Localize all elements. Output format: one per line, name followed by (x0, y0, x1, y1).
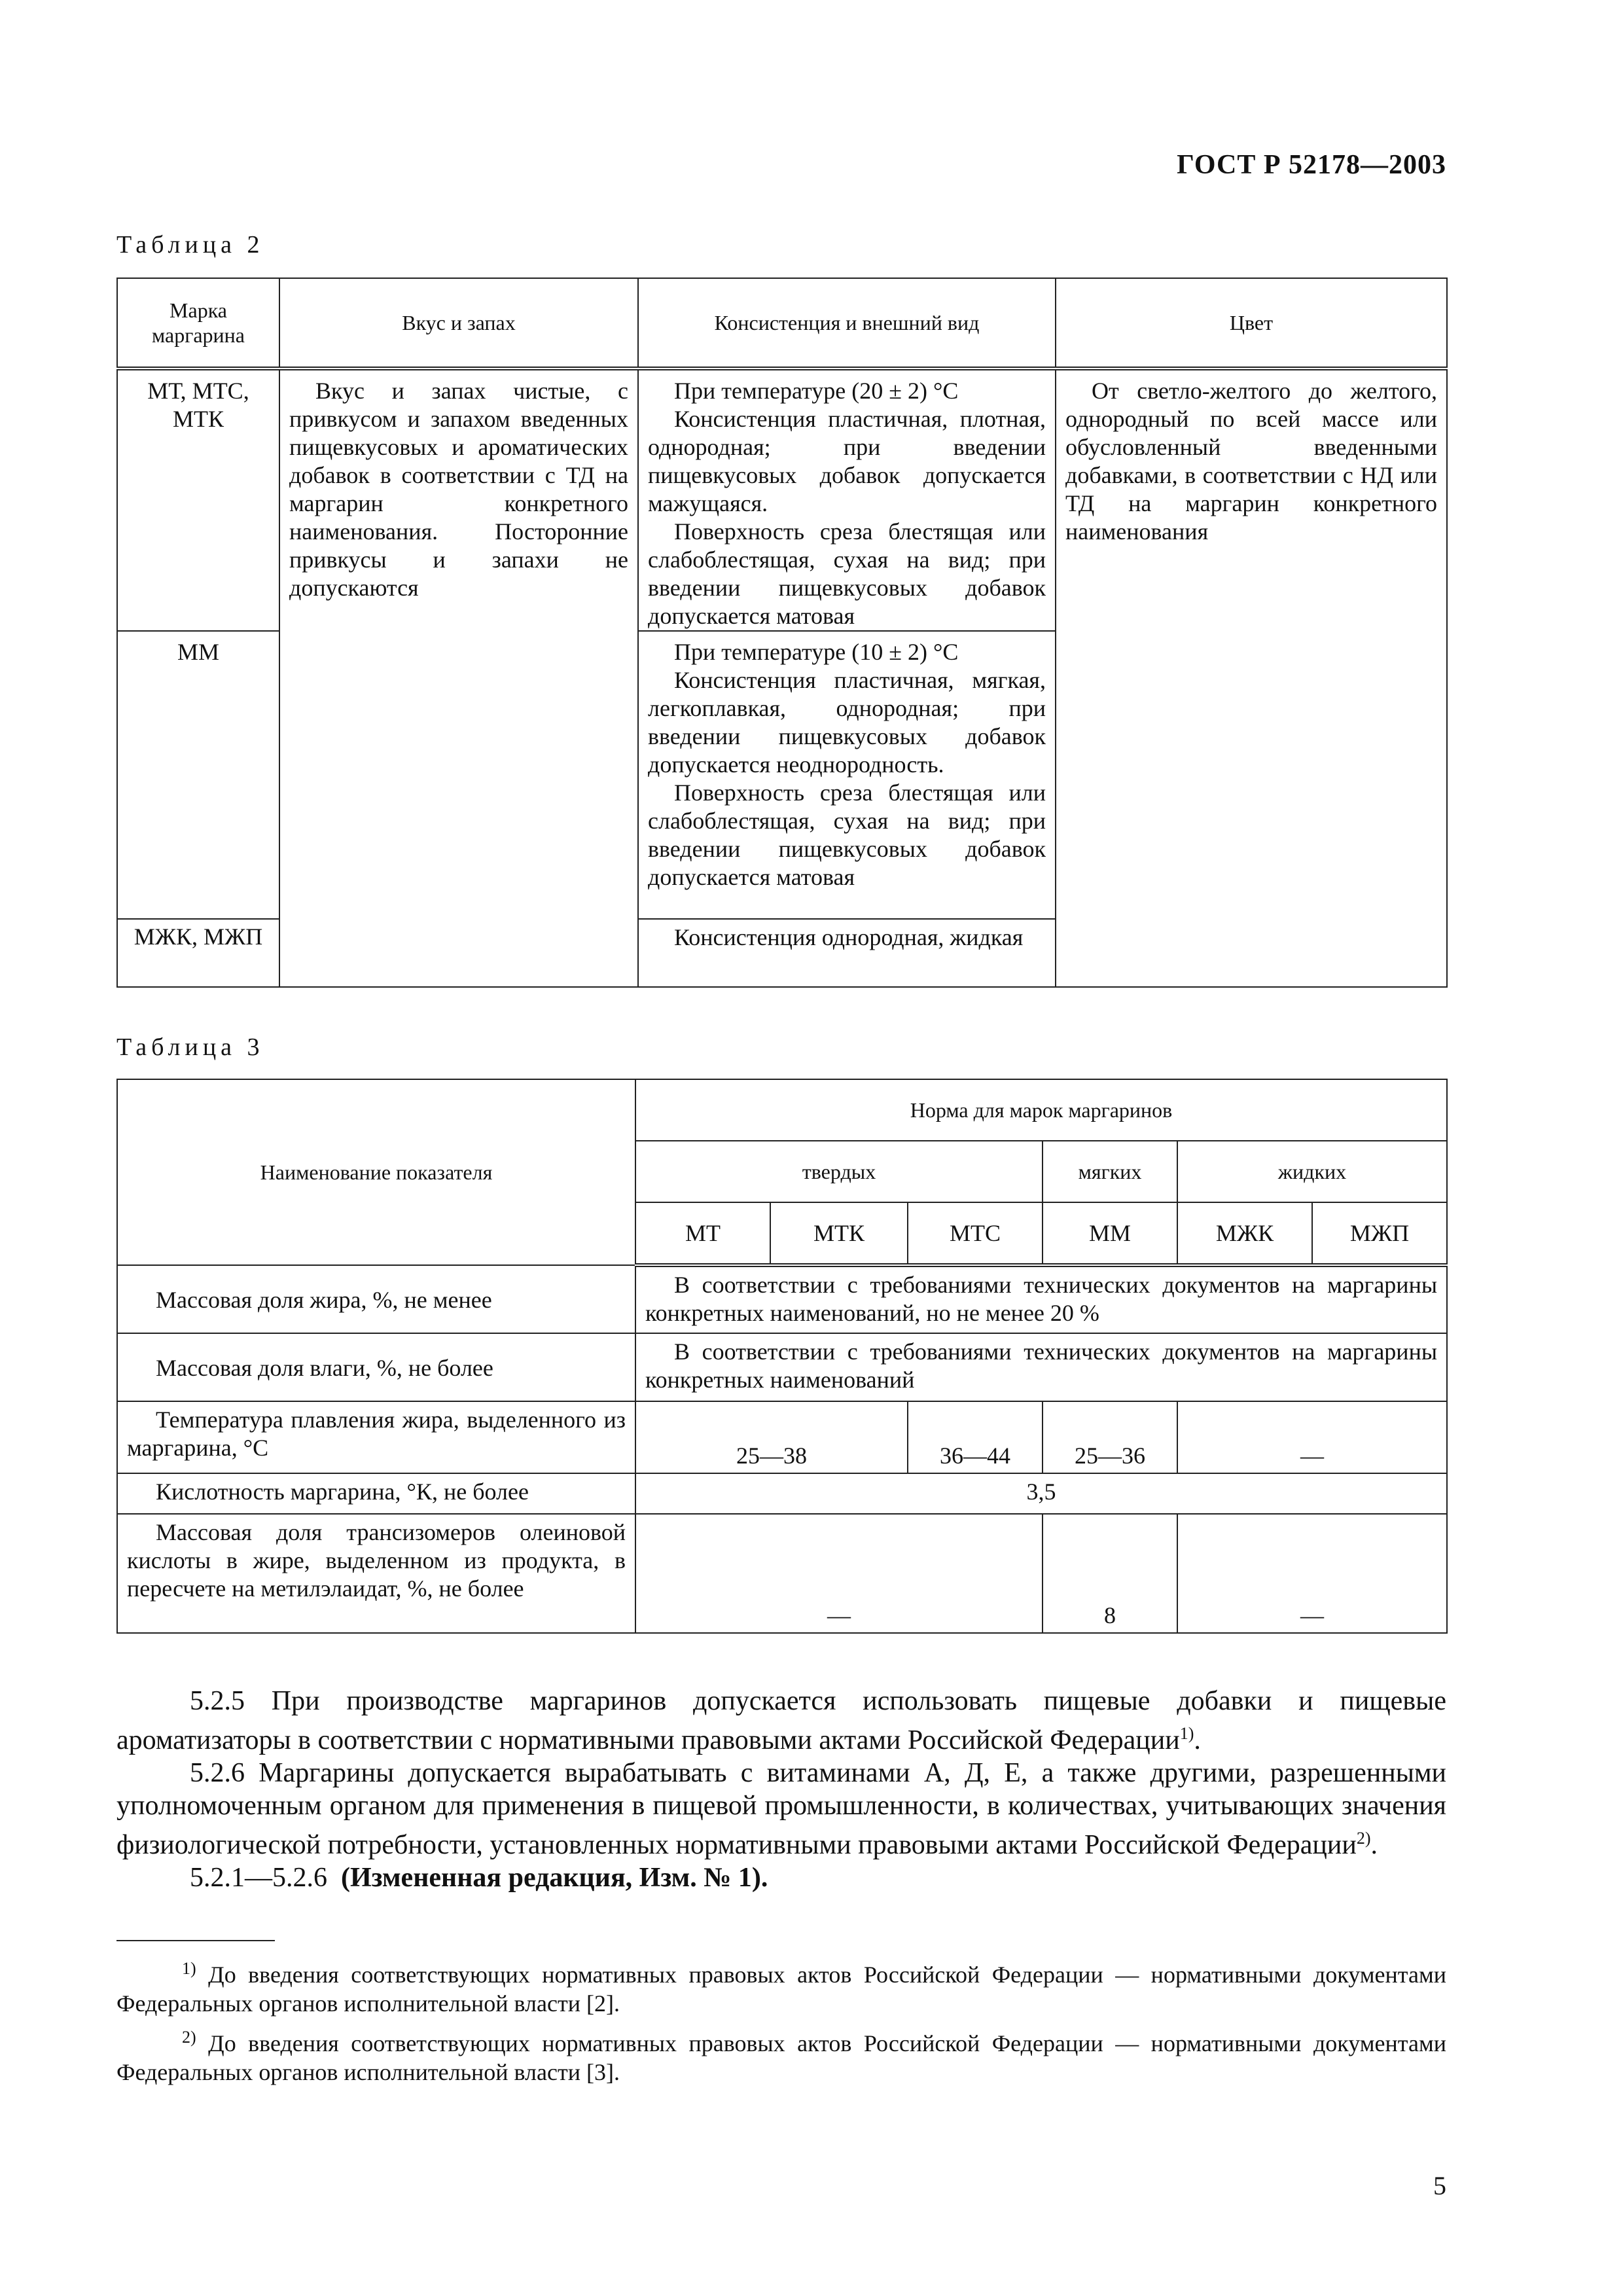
t3-header-name: Наименование показателя (117, 1079, 635, 1265)
t2-header-color: Цвет (1056, 278, 1447, 368)
table2-caption: Таблица 2 (116, 231, 264, 259)
t2-consistency-line: Консистенция однородная, жидкая (674, 924, 1024, 950)
t2-taste-text: Вкус и запах чистые, с привкусом и запахом введенных пищевкусовых и ароматических добавок в соответствии с ТД на маргарин конкретного наименования. Посторонние привкусы и запахи не допускаются (289, 378, 628, 601)
table-row (117, 1333, 1447, 1401)
t2-consistency-line: При температуре (10 ± 2) °С (674, 639, 959, 665)
footnote-ref: 2) (1356, 1829, 1371, 1848)
t3-row-value: 25—36 (1043, 1401, 1177, 1473)
t3-row-value: В соответствии с требованиями технических документов на маргарины конкретных наименований, но не менее 20 % (635, 1265, 1447, 1333)
t2-mark-cell: ММ (117, 631, 279, 919)
t2-header-consistency: Консистенция и внешний вид (638, 278, 1056, 368)
t3-row-value: 8 (1043, 1514, 1177, 1633)
t2-consistency-cell (638, 368, 1056, 631)
footnote-text: До введения соответствующих нормативных правовых актов Российской Федерации — нормативными документами Федеральных органов исполнительной власти [3]. (116, 2030, 1446, 2085)
t2-header-mark: Марка маргарина (117, 278, 279, 368)
t2-color-text: От светло-желтого до желтого, однородный по всей массе или обусловленный введенными добавками, в соответствии с НД или ТД на маргарин конкретного наименования (1065, 378, 1437, 545)
t2-mark-cell: МЖК, МЖП (117, 919, 279, 987)
table-row (117, 1401, 1447, 1473)
t3-row-name: Кислотность маргарина, °К, не более (117, 1473, 635, 1514)
t3-row-value: — (1177, 1401, 1447, 1473)
t3-row-value: В соответствии с требованиями технических документов на маргарины конкретных наименований (635, 1333, 1447, 1401)
t3-row-value: 36—44 (908, 1401, 1043, 1473)
t2-consistency-line: При температуре (20 ± 2) °С (674, 378, 959, 404)
t2-consistency-cell (638, 919, 1056, 987)
t3-row-value: — (635, 1514, 1043, 1633)
body-section (116, 1685, 1446, 1894)
footnote-mark: 1) (182, 1959, 196, 1978)
t3-header-group: жидких (1177, 1141, 1447, 1202)
table-row (117, 368, 1447, 631)
t2-header-taste: Вкус и запах (279, 278, 638, 368)
t3-header-group: твердых (635, 1141, 1043, 1202)
footnote-divider (116, 1940, 275, 1941)
t2-consistency-cell (638, 631, 1056, 919)
footnote (116, 2023, 1446, 2087)
table-row (117, 1473, 1447, 1514)
t3-header-mark: МТ (635, 1202, 770, 1265)
table2 (116, 278, 1448, 988)
t3-row-value: 3,5 (635, 1473, 1447, 1514)
footnote-ref: 1) (1179, 1724, 1194, 1743)
t3-header-mark: МЖК (1177, 1202, 1312, 1265)
t2-color-cell (1056, 368, 1447, 987)
footnote (116, 1954, 1446, 2018)
document-id: ГОСТ Р 52178—2003 (1177, 150, 1446, 180)
paragraph-text: 5.2.5 При производстве маргаринов допускается использовать пищевые добавки и пищевые ароматизаторы в соответствии с нормативными правовыми актами Российской Федерации (116, 1686, 1446, 1755)
t3-row-value: 25—38 (635, 1401, 908, 1473)
t3-header-mark: ММ (1043, 1202, 1177, 1265)
table-row (117, 1514, 1447, 1633)
t3-row-name: Массовая доля влаги, %, не более (117, 1333, 635, 1401)
t3-row-name: Температура плавления жира, выделенного из маргарина, °С (117, 1401, 635, 1473)
footnote-text: До введения соответствующих нормативных правовых актов Российской Федерации — нормативными документами Федеральных органов исполнительной власти [2]. (116, 1962, 1446, 2017)
t2-taste-cell (279, 368, 638, 987)
paragraph-5-2-5 (116, 1685, 1446, 1757)
paragraph-text: 5.2.1—5.2.6 (190, 1863, 327, 1893)
footnotes (116, 1954, 1446, 2092)
paragraph-amendment (116, 1861, 1446, 1894)
t3-header-mark: МЖП (1312, 1202, 1447, 1265)
paragraph-text: . (1194, 1725, 1201, 1755)
t3-header-mark: МТК (770, 1202, 908, 1265)
t3-header-norm: Норма для марок маргаринов (635, 1079, 1447, 1141)
t3-header-mark: МТС (908, 1202, 1043, 1265)
t2-mark-cell: МТ, МТС, МТК (117, 368, 279, 631)
paragraph-text: 5.2.6 Маргарины допускается вырабатывать с витаминами А, Д, Е, а также другими, разрешенными уполномоченным органом для применения в пищевой промышленности, в количествах, учитывающих значения физиологической потребности, установленных нормативными правовыми актами Российской Федерации (116, 1758, 1446, 1860)
amendment-note: (Измененная редакция, Изм. № 1). (341, 1863, 768, 1893)
page-number: 5 (1433, 2171, 1446, 2200)
paragraph-5-2-6 (116, 1757, 1446, 1861)
t3-row-name: Массовая доля трансизомеров олеиновой кислоты в жире, выделенном из продукта, в пересчете на метилэлаидат, %, не более (117, 1514, 635, 1633)
t3-row-value: — (1177, 1514, 1447, 1633)
table3 (116, 1079, 1448, 1634)
footnote-mark: 2) (182, 2028, 196, 2047)
t2-consistency-line: Консистенция пластичная, плотная, однородная; при введении пищевкусовых добавок допускается мажущаяся. (648, 406, 1046, 516)
t3-row-name: Массовая доля жира, %, не менее (117, 1265, 635, 1333)
t2-consistency-line: Поверхность среза блестящая или слабоблестящая, сухая на вид; при введении пищевкусовых добавок допускается матовая (648, 518, 1046, 629)
table3-caption: Таблица 3 (116, 1033, 264, 1061)
t2-consistency-line: Консистенция пластичная, мягкая, легкоплавкая, однородная; при введении пищевкусовых добавок допускается неоднородность. (648, 667, 1046, 778)
paragraph-text: . (1370, 1830, 1378, 1860)
t3-header-group: мягких (1043, 1141, 1177, 1202)
t2-consistency-line: Поверхность среза блестящая или слабоблестящая, сухая на вид; при введении пищевкусовых добавок допускается матовая (648, 780, 1046, 890)
table-row (117, 1265, 1447, 1333)
